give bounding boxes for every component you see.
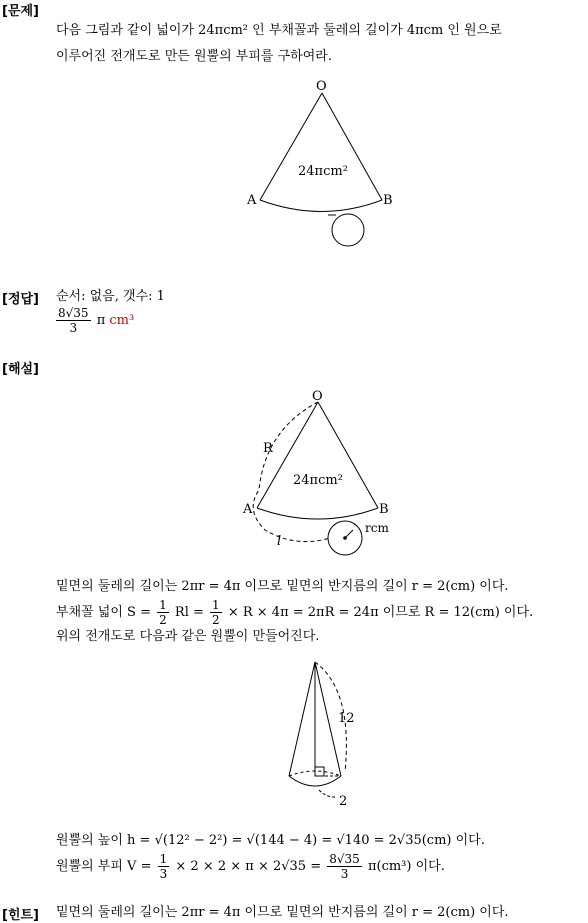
hint-text: 밑면의 둘레의 길이는 2πr = 4π 이므로 밑면의 반지름의 길이 r = 2(cm) 이다. [56, 905, 509, 920]
solution-tag: [해설] [2, 362, 39, 377]
answer-pi: π [96, 313, 106, 328]
solution-line2-frac1-num: 1 [159, 598, 167, 612]
solution-line5-frac2-den: 3 [340, 867, 349, 881]
cone-side-left [289, 662, 315, 776]
problem-tag: [문제] [2, 4, 39, 19]
sector-edge-right [322, 93, 382, 200]
solution-line5-post: π(cm³) 이다. [367, 859, 445, 874]
label-area: 24πcm² [293, 473, 343, 488]
problem-text-line1: 다음 그림과 같이 넓이가 24πcm² 인 부채꼴과 둘레의 길이가 4πcm 인 원으로 [56, 23, 502, 38]
answer-unit: cm³ [109, 313, 135, 328]
solution-figure [235, 380, 410, 565]
answer-fraction-num: 8√35 [58, 306, 89, 320]
solution-line2-pre: 부채꼴 넓이 S = [56, 605, 151, 620]
hint-tag: [힌트] [2, 908, 39, 923]
label-right: B [379, 502, 389, 517]
solution-line3: 위의 전개도로 다음과 같은 원뿔이 만들어진다. [56, 629, 320, 644]
answer-value [54, 306, 134, 335]
solution-line5-frac2-num: 8√35 [329, 852, 360, 866]
label-apex: O [312, 389, 323, 404]
radius-brace [319, 790, 337, 797]
solution-line5-mid: × 2 × 2 × π × 2√35 = [175, 859, 322, 874]
label-slant: 12 [338, 711, 355, 726]
label-slant: R [263, 441, 273, 456]
solution-line2 [56, 598, 533, 627]
radius-line [345, 530, 353, 538]
base-circle [332, 214, 364, 246]
label-radius: 2 [339, 794, 348, 809]
dashed-outline [253, 402, 330, 542]
solution-line1: 밑면의 둘레의 길이는 2πr = 4π 이므로 밑면의 반지름의 길이 r = 2(cm) 이다. [56, 579, 509, 594]
solution-line5-frac2 [327, 852, 362, 881]
sector-edge-right [318, 402, 378, 508]
solution-line2-post: × R × 4π = 2πR = 24π 이므로 R = 12(cm) 이다. [227, 605, 534, 620]
label-right: B [383, 193, 393, 208]
problem-figure [230, 75, 420, 255]
sector-arc [260, 200, 382, 212]
cone-base-front [289, 776, 341, 786]
label-apex: O [316, 79, 327, 94]
answer-tag: [정답] [2, 292, 39, 307]
problem-text-line2: 이루어진 전개도로 만든 원뿔의 부피를 구하여라. [56, 49, 332, 64]
solution-line2-frac2 [210, 598, 222, 627]
answer-fraction [56, 306, 91, 335]
solution-line2-frac1 [157, 598, 169, 627]
sector-edge-left [260, 93, 322, 200]
solution-line5-frac1-num: 1 [159, 852, 168, 866]
solution-line5-pre: 원뿔의 부피 V = [56, 859, 152, 874]
answer-fraction-den: 3 [69, 321, 78, 335]
cone-figure [275, 650, 375, 815]
solution-line5-frac1 [158, 852, 170, 881]
label-radius: rcm [365, 521, 389, 535]
solution-line2-frac2-num: 1 [212, 598, 220, 612]
solution-line5-frac1-den: 3 [159, 867, 168, 881]
solution-line2-mid: Rl = [174, 605, 204, 620]
answer-meta: 순서: 없음, 갯수: 1 [56, 289, 165, 304]
solution-line5 [56, 852, 445, 881]
label-area: 24πcm² [298, 164, 348, 179]
label-left: A [243, 502, 253, 517]
label-left: A [247, 193, 257, 208]
solution-line2-frac2-den: 2 [212, 613, 220, 627]
solution-line4: 원뿔의 높이 h = √(12² − 2²) = √(144 − 4) = √140 = 2√35(cm) 이다. [56, 833, 485, 848]
sector-arc [257, 508, 378, 519]
solution-line2-frac1-den: 2 [159, 613, 167, 627]
label-arc: l [277, 534, 282, 549]
